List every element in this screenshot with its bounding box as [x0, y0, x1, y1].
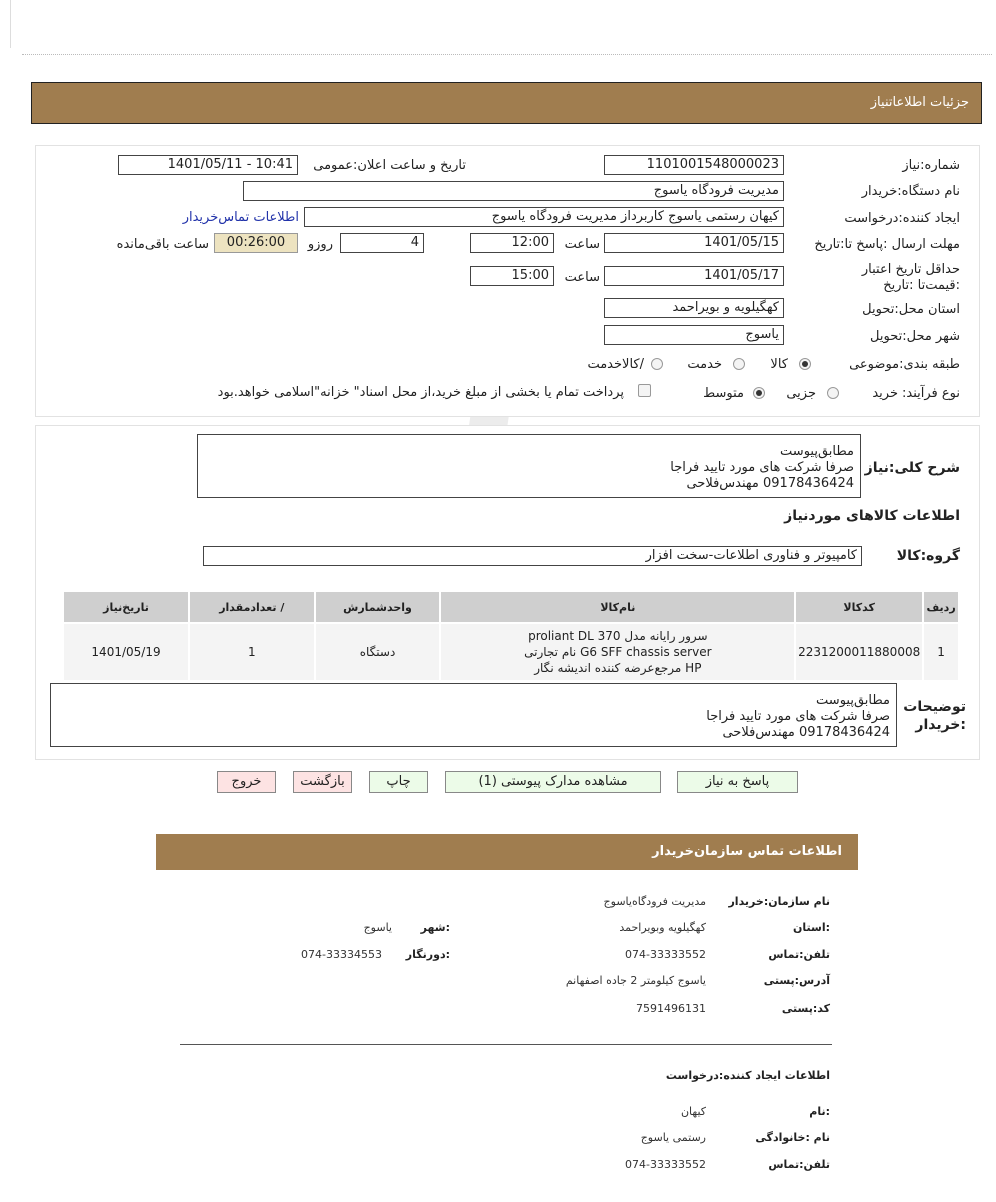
city-label: شهر محل:تحویل — [870, 329, 960, 344]
general-desc-label: شرح کلی:نیاز — [864, 460, 960, 476]
category-label: طبقه بندی:موضوعی — [849, 357, 960, 372]
deadline-time-field[interactable]: 12:00 — [470, 233, 554, 253]
cell-unit: دستگاه — [315, 623, 441, 681]
cell-qty: 1 — [189, 623, 315, 681]
cell-name-line-2: G6 SFF chassis server نام تجارتی — [524, 645, 712, 659]
deadline-label: مهلت ارسال :پاسخ تا:تاریخ — [814, 237, 960, 252]
buyer-notes-label: توضیحات :خریدار — [903, 699, 966, 733]
reply-button[interactable]: پاسخ به نیاز — [677, 771, 798, 793]
category-radio-service[interactable] — [733, 358, 745, 370]
creator-phone-value: 074-33333552 — [625, 1158, 706, 1171]
category-option-goods: کالا — [770, 357, 788, 372]
back-button[interactable]: بازگشت — [293, 771, 352, 793]
buyer-org-label: نام دستگاه:خریدار — [861, 184, 960, 199]
announce-label: تاریخ و ساعت اعلان:عمومی — [313, 158, 466, 173]
contact-fax-label: :دورنگار — [405, 948, 450, 961]
creator-name-value: کیهان — [680, 1105, 706, 1118]
buyer-notes-line-2: صرفا شرکت های مورد تایید فراجا — [706, 709, 890, 724]
general-desc-line-3: 09178436424 مهندس‌فلاحی — [686, 476, 854, 491]
contact-phone-label: تلفن:تماس — [768, 948, 830, 961]
treasury-payment-note: پرداخت تمام یا بخشی از مبلغ خرید،از محل اسناد" خزانه"اسلامی خواهد.بود — [217, 385, 624, 400]
deadline-time-word: ساعت — [564, 237, 600, 252]
details-header — [31, 82, 982, 124]
remaining-word: ساعت باقی‌مانده — [116, 237, 209, 252]
category-option-service: خدمت — [687, 357, 722, 372]
header-title: جزئیات اطلاعاتنیاز — [870, 95, 969, 110]
cell-name — [440, 623, 795, 681]
contact-phone-value: 074-33333552 — [625, 948, 706, 961]
announce-date-field[interactable]: 1401/05/11 - 10:41 — [118, 155, 298, 175]
buyer-contact-title: اطلاعات تماس سازمان‌خریدار — [652, 844, 842, 859]
city-field[interactable]: یاسوج — [604, 325, 784, 345]
contact-postal-label: کد:پستی — [781, 1002, 830, 1015]
contact-fax-value: 074-33334553 — [301, 948, 382, 961]
contact-city-label: :شهر — [420, 921, 450, 934]
goods-table — [62, 590, 960, 682]
treasury-payment-checkbox[interactable] — [638, 384, 651, 397]
left-edge-line — [10, 0, 11, 48]
need-number-label: شماره:نیاز — [902, 158, 960, 173]
requester-label: ایجاد کننده:درخواست — [844, 211, 960, 226]
cell-name-line-1: سرور رایانه مدل proliant DL 370 — [528, 629, 708, 643]
need-number-field[interactable]: 1101001548000023 — [604, 155, 784, 175]
contact-city-value: یاسوج — [363, 921, 392, 934]
creator-family-label: نام :خانوادگی — [755, 1131, 830, 1144]
general-desc-line-1: مطابق‌پیوست — [780, 444, 854, 459]
days-word: روزو — [307, 237, 333, 252]
print-button[interactable]: چاپ — [369, 771, 428, 793]
validity-time-field[interactable]: 15:00 — [470, 266, 554, 286]
requester-field[interactable]: کیهان رستمی یاسوج کاربرداز مدیریت فرودگاه یاسوج — [304, 207, 784, 227]
buyer-contact-header — [156, 834, 858, 870]
col-header-name: نام‌کالا — [440, 591, 795, 623]
goods-group-label: گروه:کالا — [896, 548, 960, 564]
process-label: نوع فرآیند: — [902, 386, 960, 401]
exit-button[interactable]: خروج — [217, 771, 276, 793]
contact-divider — [180, 1044, 832, 1045]
validity-date-field[interactable]: 1401/05/17 — [604, 266, 784, 286]
col-header-qty: / تعدادمقدار — [189, 591, 315, 623]
creator-name-label: :نام — [809, 1105, 830, 1118]
remaining-time-field: 00:26:00 — [214, 233, 298, 253]
buyer-notes-line-3: 09178436424 مهندس‌فلاحی — [722, 725, 890, 740]
creator-title: اطلاعات ایجاد کننده:درخواست — [665, 1069, 830, 1082]
col-header-code: کدکالا — [795, 591, 923, 623]
process-option-minor: جزیی — [786, 386, 816, 401]
general-desc-box — [197, 434, 861, 498]
contact-province-label: :استان — [793, 921, 830, 934]
process-buy-label: خرید — [872, 386, 898, 401]
validity-label: حداقل تاریخ اعتبار :قیمت‌تا :تاریخ — [861, 262, 960, 293]
cell-row: 1 — [923, 623, 959, 681]
general-desc-line-2: صرفا شرکت های مورد تایید فراجا — [670, 460, 854, 475]
contact-postal-value: 7591496131 — [636, 1002, 706, 1015]
province-field[interactable]: کهگیلویه و بویراحمد — [604, 298, 784, 318]
cell-date: 1401/05/19 — [63, 623, 189, 681]
cell-name-line-3: HP مرجع‌عرضه کننده اندیشه نگار — [534, 661, 702, 675]
process-radio-medium[interactable] — [753, 387, 765, 399]
table-row — [63, 623, 959, 681]
goods-info-title: اطلاعات کالاهای موردنیاز — [784, 508, 960, 524]
contact-province-value: کهگیلویه وبویراحمد — [619, 921, 706, 934]
contact-address-label: آدرس:پستی — [763, 974, 830, 987]
validity-time-word: ساعت — [564, 270, 600, 285]
cell-code: 2231200011880008 — [795, 623, 923, 681]
col-header-row: ردیف — [923, 591, 959, 623]
attachments-button[interactable]: مشاهده مدارک پیوستی (1) — [445, 771, 661, 793]
category-option-both: /کالاخدمت — [587, 357, 644, 372]
process-radio-minor[interactable] — [827, 387, 839, 399]
category-radio-goods[interactable] — [799, 358, 811, 370]
process-option-medium: متوسط — [703, 386, 744, 401]
days-field[interactable]: 4 — [340, 233, 424, 253]
col-header-unit: واحدشمارش — [315, 591, 441, 623]
province-label: استان محل:تحویل — [862, 302, 960, 317]
category-radio-both[interactable] — [651, 358, 663, 370]
buyer-org-field[interactable]: مدیریت فرودگاه یاسوج — [243, 181, 784, 201]
contact-address-value: یاسوج کیلومتر 2 جاده اصفهانم — [565, 974, 706, 987]
creator-phone-label: تلفن:تماس — [768, 1158, 830, 1171]
contact-org-value: مدیریت فرودگاه‌یاسوج — [603, 895, 706, 908]
buyer-notes-box — [50, 683, 897, 747]
top-divider — [22, 54, 992, 55]
buyer-notes-line-1: مطابق‌پیوست — [816, 693, 890, 708]
col-header-date: تاریخ‌نیاز — [63, 591, 189, 623]
creator-family-value: رستمی یاسوج — [640, 1131, 706, 1144]
deadline-date-field[interactable]: 1401/05/15 — [604, 233, 784, 253]
buyer-contact-link[interactable]: اطلاعات تماس‌خریدار — [182, 210, 299, 225]
contact-org-label: نام سازمان:خریدار — [728, 895, 830, 908]
goods-group-field[interactable]: کامپیوتر و فناوری اطلاعات-سخت افزار — [203, 546, 862, 566]
